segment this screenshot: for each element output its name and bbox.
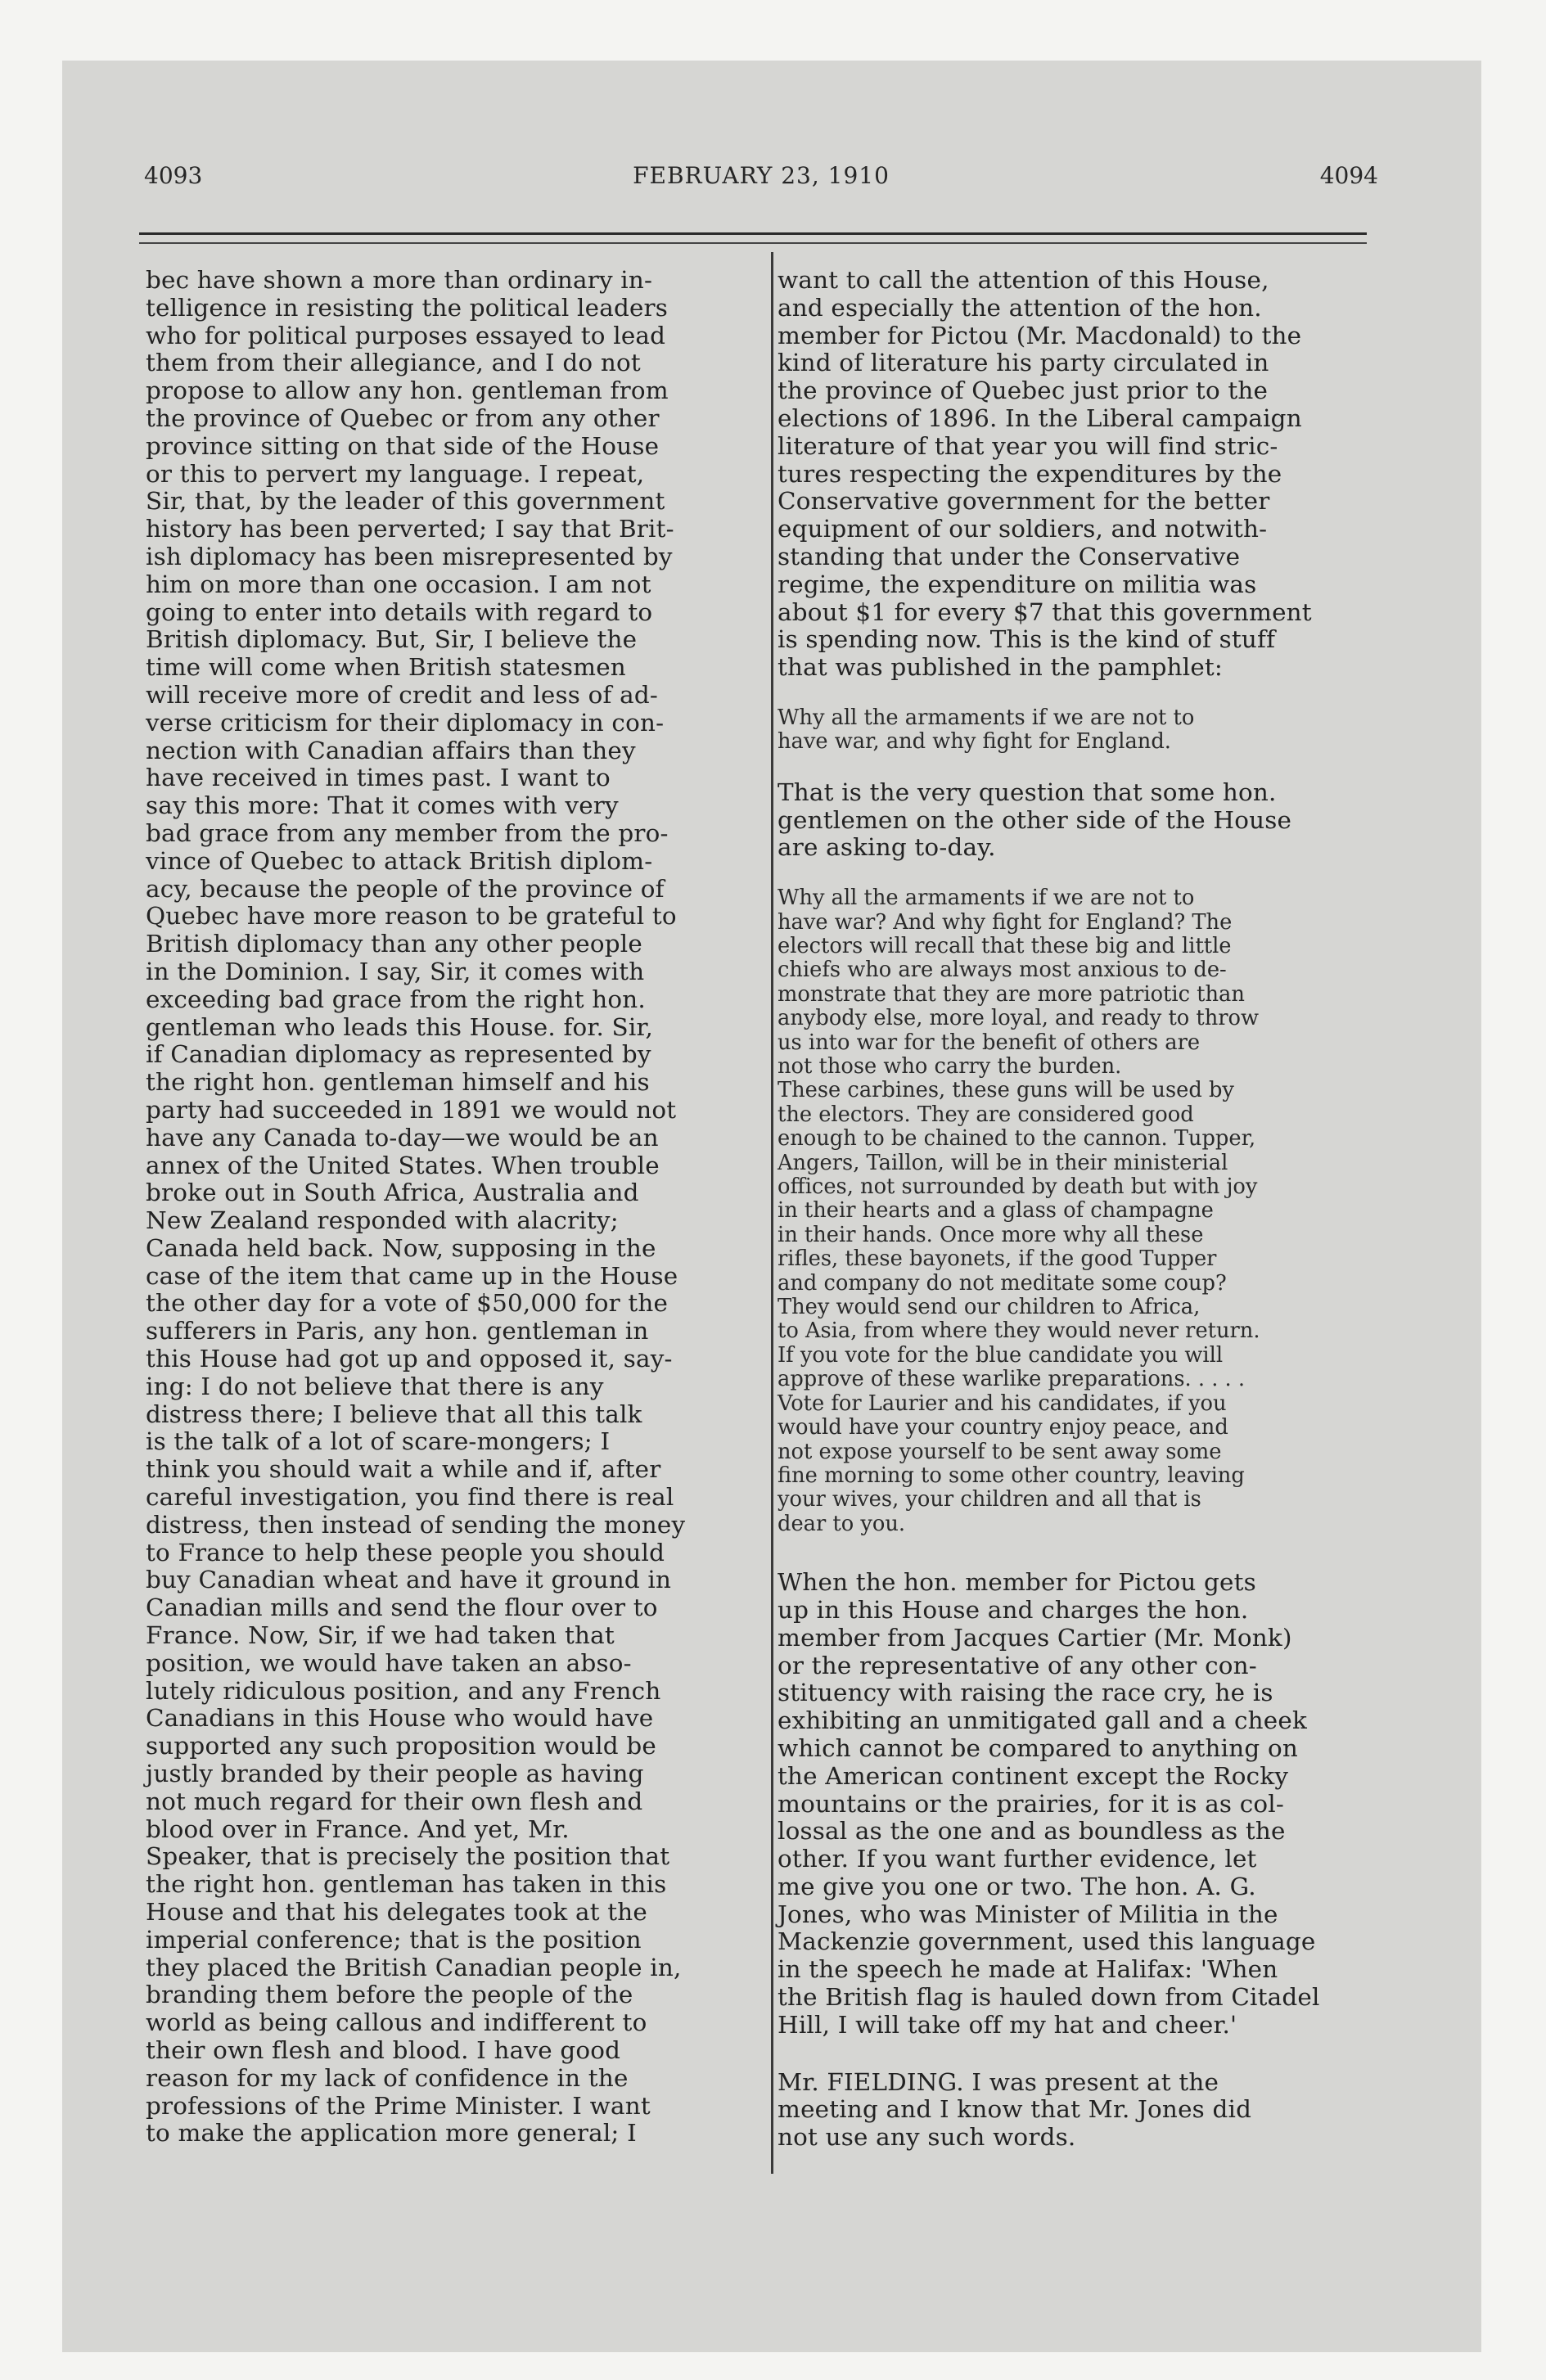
text-line: rifles, these bayonets, if the good Tupper — [778, 1246, 1217, 1272]
text-line: the province of Quebec just prior to the — [778, 376, 1269, 405]
text-line: going to enter into details with regard to — [146, 597, 653, 626]
text-line: the other day for a vote of $50,000 for the — [146, 1289, 669, 1318]
text-line: anybody else, more loyal, and ready to throw — [778, 1006, 1259, 1031]
text-line: this House had got up and opposed it, say- — [146, 1345, 673, 1373]
column-divider — [771, 252, 773, 2174]
text-line: dear to you. — [778, 1511, 906, 1536]
text-line: Conservative government for the better — [778, 487, 1270, 516]
text-line: have war? And why fight for England? The — [778, 909, 1233, 935]
text-line: will receive more of credit and less of ad- — [146, 680, 658, 709]
text-line: Sir, that, by the leader of this government — [146, 487, 665, 516]
text-line: or the representative of any other con- — [778, 1651, 1257, 1679]
text-line: meeting and I know that Mr. Jones did — [778, 2095, 1252, 2124]
text-line: Why all the armaments if we are not to — [778, 886, 1195, 911]
text-line: bad grace from any member from the pro- — [146, 818, 669, 847]
text-line: world as being callous and indifferent to — [146, 2008, 647, 2037]
text-line: blood over in France. And yet, Mr. — [146, 1814, 570, 1843]
paragraph-attention — [778, 267, 1378, 682]
text-line: in the speech he made at Halifax: 'When — [778, 1955, 1278, 1984]
text-line: about $1 for every $7 that this government — [778, 597, 1312, 626]
text-line: are asking to-day. — [778, 833, 996, 862]
text-line: mountains or the prairies, for it is as col- — [778, 1789, 1285, 1818]
text-line: ing: I do not believe that there is any — [146, 1372, 604, 1400]
text-line: if Canadian diplomacy as represented by — [146, 1040, 651, 1069]
text-line: lutely ridiculous position, and any French — [146, 1676, 661, 1705]
text-line: is spending now. This is the kind of stuff — [778, 625, 1276, 654]
text-line: is the talk of a lot of scare-mongers; I — [146, 1427, 611, 1456]
text-line: verse criticism for their diplomacy in con- — [146, 708, 665, 737]
text-line: equipment of our soldiers, and notwith- — [778, 515, 1268, 543]
text-line: propose to allow any hon. gentleman from — [146, 376, 669, 405]
text-line: They would send our children to Africa, — [778, 1295, 1201, 1320]
text-line: Vote for Laurier and his candidates, if you — [778, 1391, 1227, 1416]
text-line: imperial conference; that is the position — [146, 1925, 642, 1954]
text-line: Mackenzie government, used this language — [778, 1927, 1316, 1956]
text-line: him on more than one occasion. I am not — [146, 570, 651, 598]
text-line: the British flag is hauled down from Citadel — [778, 1983, 1320, 2012]
text-line: acy, because the people of the province of — [146, 874, 665, 903]
text-line: standing that under the Conservative — [778, 542, 1241, 570]
text-line: literature of that year you will find stric- — [778, 431, 1278, 460]
text-line: British diplomacy. But, Sir, I believe the — [146, 625, 638, 654]
text-line: in their hearts and a glass of champagne — [778, 1198, 1214, 1224]
text-line: up in this House and charges the hon. — [778, 1595, 1249, 1624]
text-line: branding them before the people of the — [146, 1981, 633, 2009]
page-number-left: 4093 — [144, 162, 203, 189]
text-line: have received in times past. I want to — [146, 764, 611, 792]
page-number-right: 4094 — [1319, 162, 1378, 189]
text-line: party had succeeded in 1891 we would not — [146, 1095, 677, 1124]
text-line: House and that his delegates took at the — [146, 1898, 647, 1927]
quotation-pamphlet — [778, 886, 1378, 1536]
text-line: ish diplomacy has been misrepresented by — [146, 542, 673, 570]
text-line: case of the item that came up in the House — [146, 1261, 678, 1290]
text-line: that was published in the pamphlet: — [778, 653, 1224, 682]
text-line: who for political purposes essayed to lead — [146, 321, 666, 349]
text-line: kind of literature his party circulated in — [778, 349, 1269, 377]
text-line: reason for my lack of confidence in the — [146, 2063, 629, 2092]
text-line: me give you one or two. The hon. A. G. — [778, 1872, 1256, 1900]
header-rule — [139, 232, 1367, 235]
text-line: time will come when British statesmen — [146, 653, 626, 682]
text-line: justly branded by their people as having — [146, 1760, 644, 1788]
text-line: would have your country enjoy peace, and — [778, 1415, 1228, 1440]
text-line: to France to help these people you should — [146, 1538, 665, 1566]
text-line: the right hon. gentleman himself and his — [146, 1068, 650, 1097]
text-line: Canadians in this House who would have — [146, 1704, 654, 1733]
text-line: other. If you want further evidence, let — [778, 1845, 1257, 1873]
right-column — [778, 267, 1378, 2152]
text-line: which cannot be compared to anything on — [778, 1733, 1298, 1762]
paragraph-question — [778, 779, 1378, 862]
text-line: electors will recall that these big and little — [778, 933, 1232, 958]
text-line: distress there; I believe that all this talk — [146, 1400, 642, 1428]
text-line: regime, the expenditure on militia was — [778, 570, 1257, 598]
text-line: Speaker, that is precisely the position that — [146, 1842, 670, 1871]
text-line: exceeding bad grace from the right hon. — [146, 985, 646, 1013]
text-line: Canada held back. Now, supposing in the — [146, 1233, 656, 1262]
text-line: member from Jacques Cartier (Mr. Monk) — [778, 1623, 1292, 1652]
text-line: them from their allegiance, and I do not — [146, 349, 641, 377]
text-line: offices, not surrounded by death but with joy — [778, 1174, 1258, 1200]
text-line: tures respecting the expenditures by the — [778, 459, 1282, 488]
text-line: the American continent except the Rocky — [778, 1761, 1289, 1790]
text-line: gentlemen on the other side of the House — [778, 805, 1292, 834]
header-rule-thin — [139, 242, 1367, 244]
text-line: to Asia, from where they would never return. — [778, 1318, 1260, 1344]
text-line: enough to be chained to the cannon. Tupper, — [778, 1126, 1256, 1152]
text-line: Angers, Taillon, will be in their ministerial — [778, 1150, 1228, 1175]
text-line: to make the application more general; I — [146, 2119, 637, 2148]
text-line: want to call the attention of this House, — [778, 266, 1269, 294]
left-column-text — [146, 267, 753, 2148]
text-line: approve of these warlike preparations. . . . . — [778, 1367, 1246, 1392]
text-line: fine morning to some other country, leaving — [778, 1463, 1245, 1488]
text-line: Hill, I will take off my hat and cheer.' — [778, 2010, 1237, 2039]
text-line: their own flesh and blood. I have good — [146, 2036, 621, 2064]
text-line: exhibiting an unmitigated gall and a cheek — [778, 1706, 1307, 1735]
text-line: monstrate that they are more patriotic than — [778, 981, 1245, 1007]
text-line: your wives, your children and all that is — [778, 1487, 1201, 1512]
text-line: or this to pervert my language. I repeat, — [146, 459, 645, 488]
text-line: Quebec have more reason to be grateful to — [146, 902, 677, 931]
text-line: France. Now, Sir, if we had taken that — [146, 1621, 615, 1650]
text-line: supported any such proposition would be — [146, 1732, 656, 1760]
text-line: have any Canada to-day—we would be an — [146, 1123, 659, 1152]
text-line: nection with Canadian affairs than they — [146, 736, 636, 764]
text-line: If you vote for the blue candidate you will — [778, 1342, 1224, 1368]
text-line: Jones, who was Minister of Militia in the — [778, 1900, 1278, 1928]
text-line: When the hon. member for Pictou gets — [778, 1568, 1256, 1597]
text-line: Mr. FIELDING. I was present at the — [778, 2067, 1219, 2096]
text-line: not use any such words. — [778, 2123, 1076, 2152]
text-line: say this more: That it comes with very — [146, 791, 619, 820]
text-line: they placed the British Canadian people in, — [146, 1953, 682, 1981]
text-line: That is the very question that some hon. — [778, 778, 1277, 806]
quotation-armaments — [778, 706, 1378, 755]
text-line: us into war for the benefit of others are — [778, 1030, 1201, 1055]
text-line: buy Canadian wheat and have it ground in — [146, 1566, 672, 1594]
left-column — [146, 267, 753, 2148]
text-line: broke out in South Africa, Australia and — [146, 1179, 639, 1207]
text-line: Canadian mills and send the flour over to — [146, 1593, 658, 1622]
text-line: gentleman who leads this House. for. Sir, — [146, 1012, 654, 1041]
text-line: position, we would have taken an abso- — [146, 1648, 632, 1677]
text-line: not those who carry the burden. — [778, 1054, 1122, 1079]
text-line: telligence in resisting the political leaders — [146, 293, 669, 322]
text-line: bec have shown a more than ordinary in- — [146, 266, 653, 294]
text-line: and especially the attention of the hon. — [778, 293, 1262, 322]
page-header — [144, 162, 1378, 195]
text-line: vince of Quebec to attack British diplom- — [146, 846, 653, 875]
paragraph-fielding — [778, 2069, 1378, 2152]
text-line: the right hon. gentleman has taken in this — [146, 1870, 667, 1899]
paragraph-pictou — [778, 1569, 1378, 2040]
text-line: sufferers in Paris, any hon. gentleman in — [146, 1317, 649, 1346]
text-line: stituency with raising the race cry, he is — [778, 1679, 1273, 1707]
text-line: in the Dominion. I say, Sir, it comes with — [146, 957, 645, 985]
text-line: annex of the United States. When trouble — [146, 1151, 660, 1179]
text-line: the electors. They are considered good — [778, 1102, 1194, 1127]
text-line: professions of the Prime Minister. I want — [146, 2091, 651, 2120]
text-line: not expose yourself to be sent away some — [778, 1439, 1222, 1464]
text-line: distress, then instead of sending the money — [146, 1510, 686, 1539]
text-line: and company do not meditate some coup? — [778, 1270, 1227, 1296]
text-line: have war, and why fight for England. — [778, 729, 1171, 755]
text-line: Why all the armaments if we are not to — [778, 705, 1195, 730]
text-line: not much regard for their own flesh and — [146, 1787, 643, 1815]
text-line: think you should wait a while and if, after — [146, 1455, 661, 1484]
text-line: history has been perverted; I say that Brit- — [146, 515, 674, 543]
text-line: province sitting on that side of the House — [146, 431, 660, 460]
text-line: careful investigation, you find there is real — [146, 1483, 674, 1512]
page-date: FEBRUARY 23, 1910 — [633, 162, 890, 189]
text-line: member for Pictou (Mr. Macdonald) to the — [778, 321, 1302, 349]
text-line: in their hands. Once more why all these — [778, 1222, 1204, 1247]
text-line: chiefs who are always most anxious to de- — [778, 958, 1227, 983]
text-line: the province of Quebec or from any other — [146, 403, 660, 432]
text-line: British diplomacy than any other people — [146, 930, 642, 958]
text-line: lossal as the one and as boundless as the — [778, 1817, 1286, 1846]
text-line: elections of 1896. In the Liberal campaign — [778, 403, 1302, 432]
text-line: These carbines, these guns will be used by — [778, 1078, 1234, 1103]
text-line: New Zealand responded with alacrity; — [146, 1206, 619, 1235]
